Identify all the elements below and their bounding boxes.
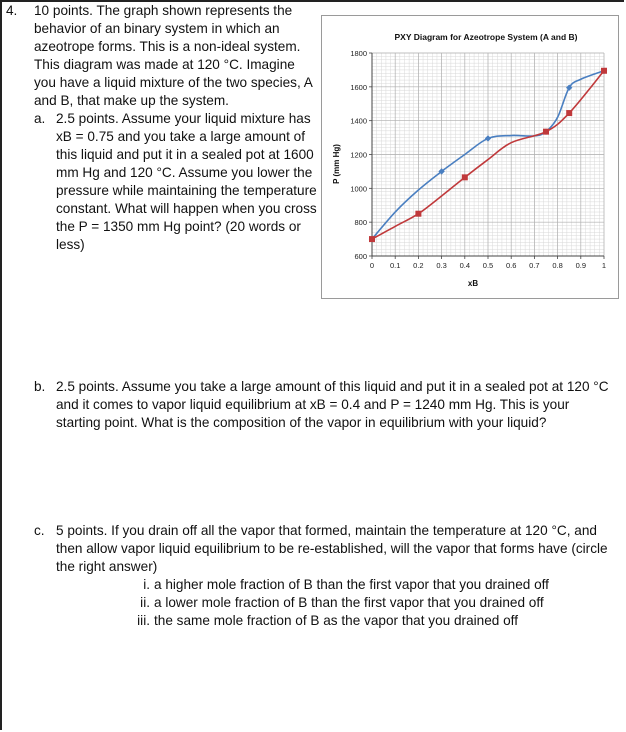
part-a-letter: a.: [34, 111, 46, 126]
answer-option[interactable]: [132, 612, 602, 630]
y-tick-label: 1000: [350, 184, 367, 194]
x-tick-label: 0.8: [552, 261, 563, 270]
x-tick-label: 1: [601, 261, 607, 270]
y-tick-label: 1400: [350, 116, 367, 126]
option-numeral: i.: [143, 577, 150, 592]
x-tick-label: 0.1: [389, 261, 401, 270]
data-point-blue: [485, 135, 491, 141]
answer-option[interactable]: [132, 576, 602, 594]
option-numeral: iii.: [137, 613, 150, 628]
question-number: 4.: [6, 3, 18, 18]
answer-options: [132, 576, 602, 630]
pxy-chart: [321, 15, 619, 299]
part-c-letter: c.: [34, 523, 45, 538]
chart-title: PXY Diagram for Azeotrope System (A and B): [394, 32, 578, 42]
x-tick-label: 0.9: [575, 261, 587, 270]
x-tick-label: 0.3: [436, 261, 447, 270]
option-text: a higher mole fraction of B than the first vapor that you drained off: [154, 577, 549, 592]
y-tick-label: 1800: [350, 49, 367, 58]
option-numeral: ii.: [140, 595, 150, 610]
x-tick-label: 0.2: [413, 261, 424, 270]
question-intro-text: 10 points. The graph shown represents the behavior of an binary system in which an azeotrope forms. This is a non-ideal system. This diagram was made at 120 °C. Imagine you have a liquid mixture of the two species, A and B, that make up the system.: [34, 3, 313, 108]
option-text: a lower mole fraction of B than the first vapor that you drained off: [154, 595, 544, 610]
part-b-text: 2.5 points. Assume you take a large amount of this liquid and put it in a sealed pot at 120 °C and it comes to vapor liquid equilibrium at xB = 0.4 and P = 1240 mm Hg. This is your starting point. What is the composition of the vapor in equilibrium with your liquid?: [56, 379, 609, 430]
data-point-red: [601, 68, 607, 74]
y-tick-label: 600: [354, 252, 367, 261]
x-tick-label: 0.6: [505, 261, 517, 270]
chart-axes: [350, 49, 606, 270]
part-b-letter: b.: [34, 379, 46, 394]
y-axis-label: P (mm Hg): [332, 144, 341, 184]
x-tick-label: 0: [369, 261, 375, 270]
y-tick-label: 1600: [350, 82, 367, 92]
y-tick-label: 800: [354, 218, 367, 228]
pxy-chart-svg: [322, 16, 618, 298]
x-tick-label: 0.5: [482, 261, 494, 270]
chart-grid: [372, 53, 604, 256]
x-tick-label: 0.7: [529, 261, 540, 270]
y-tick-label: 1200: [350, 150, 367, 160]
data-point-red: [415, 211, 421, 217]
data-point-red: [566, 110, 572, 116]
data-point-red: [462, 174, 468, 180]
data-point-red: [543, 129, 549, 135]
x-tick-label: 0.4: [459, 261, 471, 270]
answer-option[interactable]: [132, 594, 602, 612]
x-axis-label: xB: [467, 279, 479, 288]
data-point-red: [369, 236, 375, 242]
option-text: the same mole fraction of B as the vapor that you drained off: [154, 613, 518, 628]
part-a-text: 2.5 points. Assume your liquid mixture has xB = 0.75 and you take a large amount of this liquid and put it in a sealed pot at 1600 mm Hg and 120 °C. Assume you lower the pressure while maintaining the temperature constant. What will happen when you cross the P = 1350 mm Hg point? (20 words or less): [56, 111, 317, 252]
part-c-text: 5 points. If you drain off all the vapor that formed, maintain the temperature at 120 °C, and then allow vapor liquid equilibrium to be re-established, will the vapor that forms have (circle the right answer): [56, 523, 608, 574]
